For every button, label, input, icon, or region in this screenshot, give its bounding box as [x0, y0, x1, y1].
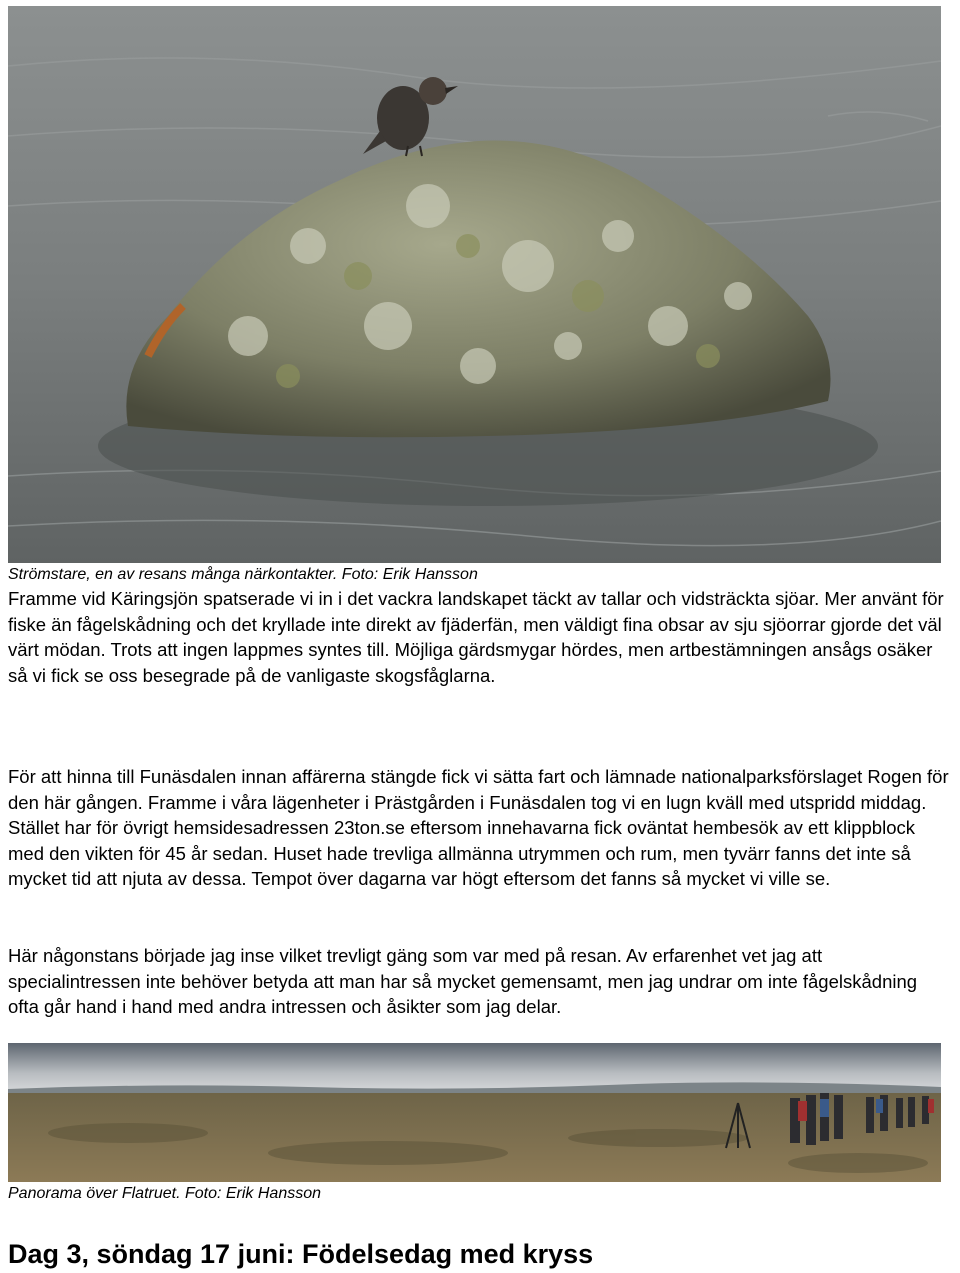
photo-dipper-on-rock [8, 6, 941, 563]
paragraph: För att hinna till Funäsdalen innan affärerna stängde fick vi sätta fart och lämnade nationalparksförslaget Rogen för den här gången. Framme i våra lägenheter i Prästgården i Funäsdalen tog vi en lugn kväll med utspridd middag. Stället har för övrigt hemsidesadressen 23ton.se eftersom innehavarna fick oväntat hembesök av ett klippblock med den vikten för 45 år sedan. Huset hade trevliga allmänna utrymmen och rum, men tyvärr fanns det inte så mycket tid att njuta av dessa. Tempot över dagarna var högt eftersom det fanns så mycket vi ville se. [8, 766, 949, 890]
photo-panorama [8, 1043, 941, 1182]
photo-caption: Strömstare, en av resans många närkontakter. Foto: Erik Hansson [8, 566, 478, 583]
photo-caption: Panorama över Flatruet. Foto: Erik Hansson [8, 1185, 322, 1202]
section-heading: Dag 3, söndag 17 juni: Födelsedag med kryss [8, 1239, 594, 1269]
paragraph: Här någonstans började jag inse vilket trevligt gäng som var med på resan. Av erfarenhet vet jag att specialintressen inte behöver betyda att man har så mycket gemensamt, men jag undrar om inte fågelskådning ofta går hand i hand med andra intressen och åsikter som jag delar. [8, 945, 918, 1018]
paragraph: Framme vid Käringsjön spatserade vi in i det vackra landskapet täckt av tallar och vidsträckta sjöar. Mer använt för fiske än fågelskådning och det kryllade inte direkt av fjäderfän, men väldigt fina obsar av sju sjöorrar gjorde det väl värt mödan. Trots att ingen lappmes syntes till. Möjliga gärdsmygar hördes, men artbestämningen ansågs osäker så vi fick se oss besegrade på de vanligaste skogsfåglarna. [8, 588, 944, 686]
